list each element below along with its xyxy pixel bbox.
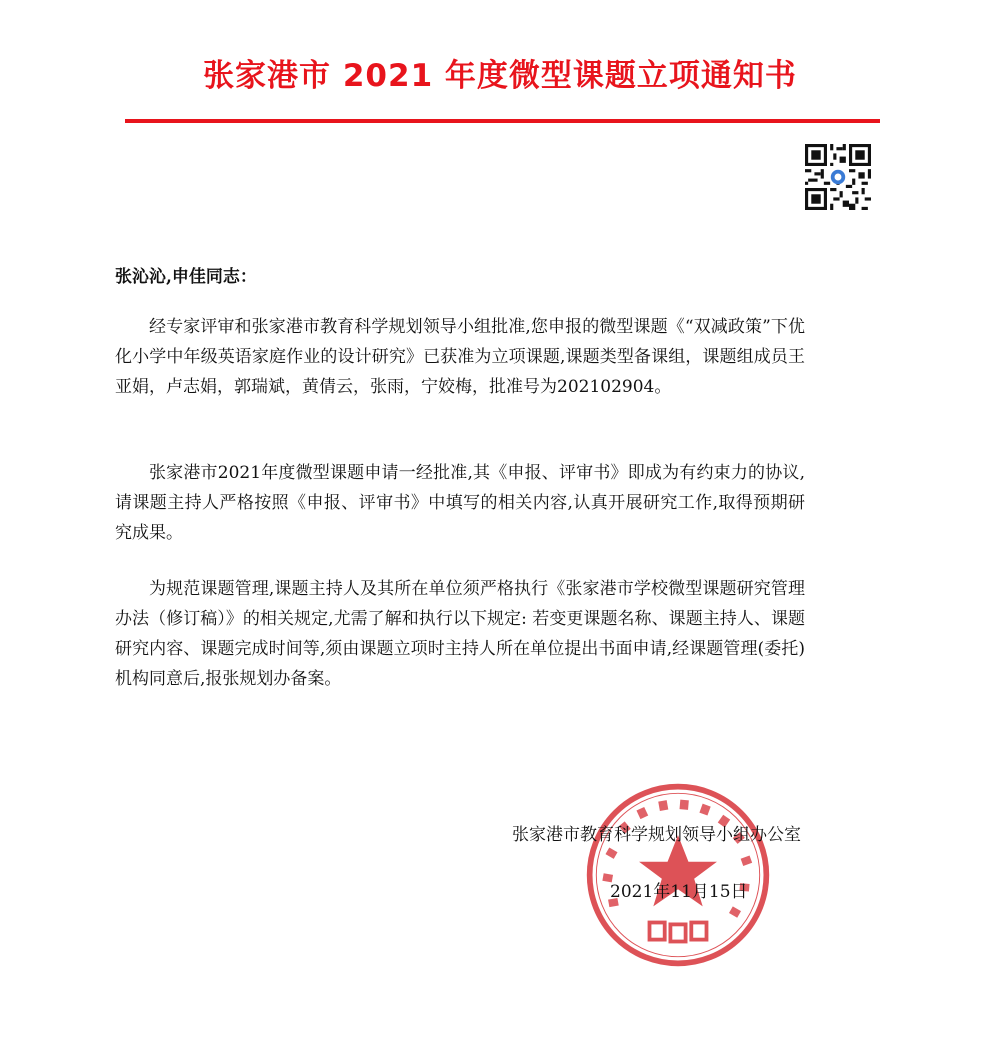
signing-date: 2021年11月15日	[610, 882, 748, 902]
qr-code-icon	[805, 144, 871, 210]
official-seal-icon	[583, 780, 773, 970]
salutation: 张沁沁,申佳同志：	[115, 267, 257, 287]
body-paragraph-approval: 经专家评审和张家港市教育科学规划领导小组批准,您申报的微型课题《“双减政策”下优化小学中年级英语家庭作业的设计研究》已获准为立项课题,课题类型备课组，课题组成员王亚娟，卢志娟，郭瑞斌，黄倩云，张雨，宁姣梅，批准号为202102904。	[115, 317, 805, 397]
body-paragraph-agreement: 张家港市2021年度微型课题申请一经批准,其《申报、评审书》即成为有约束力的协议,请课题主持人严格按照《申报、评审书》中填写的相关内容,认真开展研究工作,取得预期研究成果。	[115, 463, 805, 543]
body-paragraph-management: 为规范课题管理,课题主持人及其所在单位须严格执行《张家港市学校微型课题研究管理办法（修订稿）》的相关规定,尤需了解和执行以下规定: 若变更课题名称、课题主持人、课题研究内容、课题完成时间等,须由课题立项时主持人所在单位提出书面申请,经课题管理(委托)机构同意后,报张规划办备案。	[115, 579, 805, 689]
title-divider	[125, 119, 880, 123]
document-title: 张家港市 2021 年度微型课题立项通知书	[203, 58, 797, 94]
signing-office: 张家港市教育科学规划领导小组办公室	[512, 825, 801, 845]
